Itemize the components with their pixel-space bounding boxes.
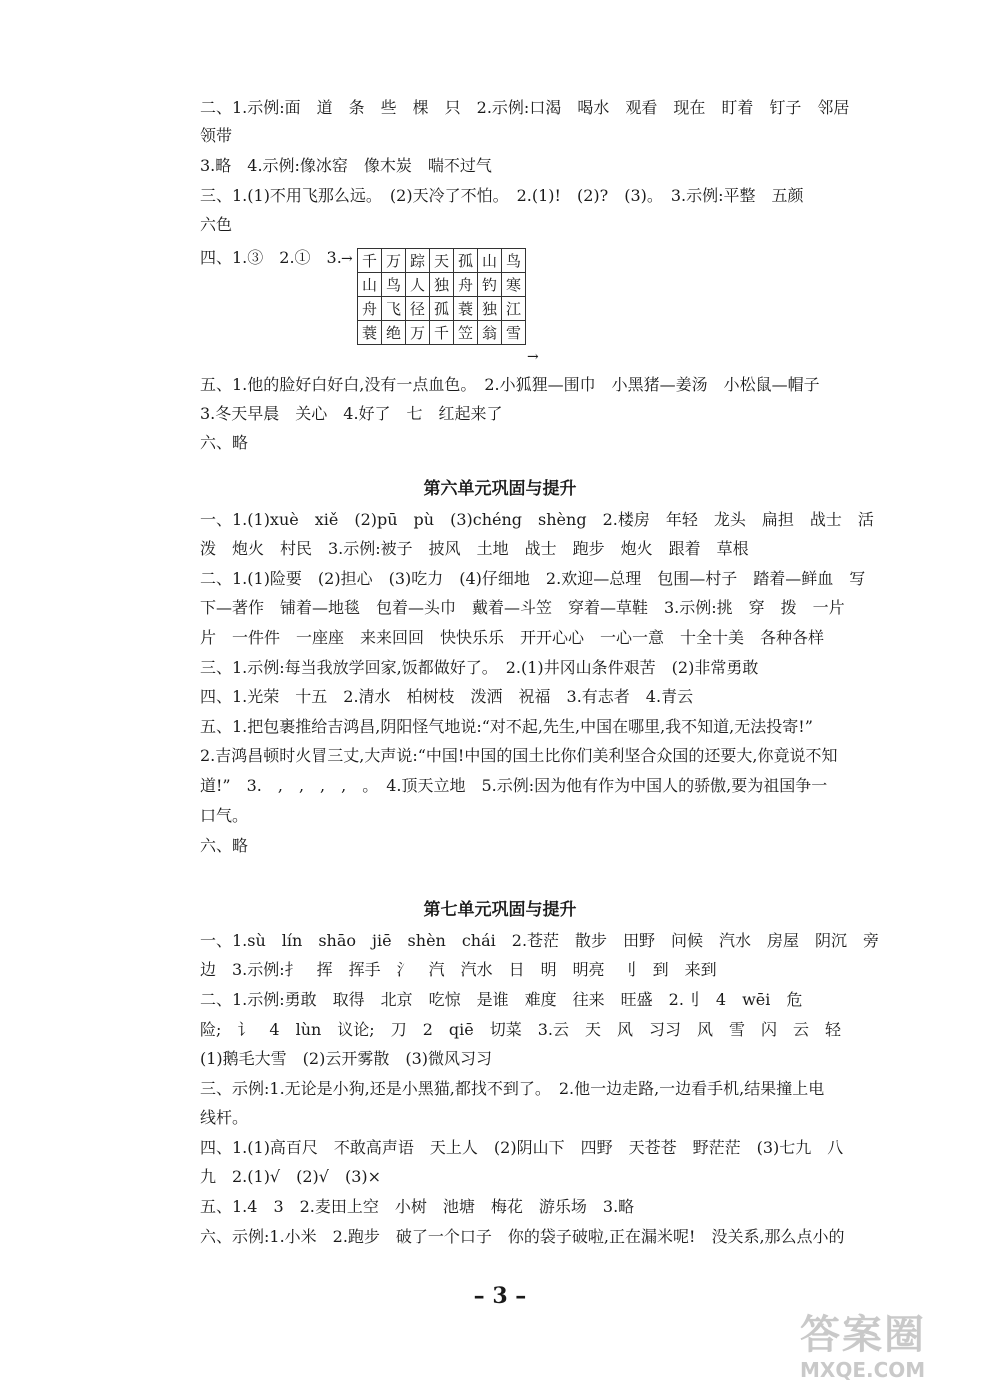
answer-line: 泼 炮火 村民 3.示例:被子 披风 土地 战士 跑步 炮火 跟着 草根 xyxy=(200,539,749,558)
grid-cell: 独 xyxy=(430,273,454,297)
grid-cell: 鸟 xyxy=(502,249,526,273)
character-grid xyxy=(357,248,526,345)
page-number: – 3 – xyxy=(473,1283,527,1309)
answer-line: 四、1.光荣 十五 2.清水 柏树枝 泼洒 祝福 3.有志者 4.青云 xyxy=(200,687,694,706)
grid-cell: 万 xyxy=(406,321,430,345)
grid-cell: 万 xyxy=(382,249,406,273)
answer-line: 3.略 4.示例:像冰窑 像木炭 喘不过气 xyxy=(200,156,492,175)
answer-line: 2.吉鸿昌顿时火冒三丈,大声说:“中国!中国的国土比你们美利坚合众国的还要大,你竟说不知 xyxy=(200,746,838,765)
answer-line: 片 一件件 一座座 来来回回 快快乐乐 开开心心 一心一意 十全十美 各种各样 xyxy=(200,628,825,647)
end-arrow-icon: → xyxy=(527,349,539,365)
answer-line: 领带 xyxy=(200,126,233,145)
grid-cell: 飞 xyxy=(382,297,406,321)
grid-row xyxy=(358,321,526,345)
grid-cell: 孤 xyxy=(430,297,454,321)
grid-cell: 笠 xyxy=(454,321,478,345)
grid-cell: 绝 xyxy=(382,321,406,345)
grid-row xyxy=(358,273,526,297)
answer-line: 道!” 3. , , , , 。 4.顶天立地 5.示例:因为他有作为中国人的骄傲,要为祖国争一 xyxy=(200,776,828,795)
answer-line: 3.冬天早晨 关心 4.好了 七 红起来了 xyxy=(200,404,503,423)
grid-row xyxy=(358,297,526,321)
grid-cell: 踪 xyxy=(406,249,430,273)
answer-line: 三、1.示例:每当我放学回家,饭都做好了。 2.(1)井冈山条件艰苦 (2)非常勇敢 xyxy=(200,658,759,677)
answer-line: 六、示例:1.小米 2.跑步 破了一个口子 你的袋子破啦,正在漏米呢! 没关系,那么点小的 xyxy=(200,1227,845,1246)
grid-cell: 山 xyxy=(358,273,382,297)
section-title-unit6: 第六单元巩固与提升 xyxy=(423,479,577,499)
answer-line: 二、1.(1)险要 (2)担心 (3)吃力 (4)仔细地 2.欢迎—总理 包围—村子 踏着—鲜血 写 xyxy=(200,569,866,588)
answer-line: 六色 xyxy=(200,215,233,234)
answer-line: 一、1.sù lín shāo jiē shèn chái 2.苍茫 散步 田野 问候 汽水 房屋 阴沉 旁 xyxy=(200,931,880,950)
answer-line: 一、1.(1)xuè xiě (2)pū pù (3)chéng shèng 2.楼房 年轻 龙头 扁担 战士 活 xyxy=(200,510,874,529)
answer-line: 二、1.示例:面 道 条 些 棵 只 2.示例:口渴 喝水 观看 现在 盯着 钉子 邻居 xyxy=(200,98,850,117)
grid-cell: 山 xyxy=(478,249,502,273)
answer-line: 五、1.4 3 2.麦田上空 小树 池塘 梅花 游乐场 3.略 xyxy=(200,1197,635,1216)
answer-line: 五、1.把包裹推给吉鸿昌,阴阳怪气地说:“对不起,先生,中国在哪里,我不知道,无法投寄!” xyxy=(200,717,813,736)
answer-line: 四、1.③ 2.① 3. xyxy=(200,248,342,267)
start-arrow-icon: → xyxy=(341,251,353,267)
answer-line: 口气。 xyxy=(200,806,249,825)
grid-cell: 径 xyxy=(406,297,430,321)
answer-line: 六、略 xyxy=(200,836,249,855)
character-grid-puzzle xyxy=(341,248,541,374)
grid-cell: 钓 xyxy=(478,273,502,297)
grid-cell: 人 xyxy=(406,273,430,297)
grid-cell: 寒 xyxy=(502,273,526,297)
answer-line: 三、示例:1.无论是小狗,还是小黑猫,都找不到了。 2.他一边走路,一边看手机,结果撞上电 xyxy=(200,1079,825,1098)
grid-cell: 天 xyxy=(430,249,454,273)
answer-line: 六、略 xyxy=(200,433,249,452)
grid-cell: 千 xyxy=(358,249,382,273)
answer-line: (1)鹅毛大雪 (2)云开雾散 (3)微风习习 xyxy=(200,1049,492,1068)
answer-line: 线杆。 xyxy=(200,1108,249,1127)
grid-cell: 翁 xyxy=(478,321,502,345)
watermark-url: MXQE.COM xyxy=(800,1358,926,1382)
watermark-text: 答案圈 xyxy=(800,1312,926,1358)
answer-line: 边 3.示例:扌 挥 挥手 氵 汽 汽水 日 明 明亮 刂 到 来到 xyxy=(200,960,717,979)
grid-cell: 千 xyxy=(430,321,454,345)
grid-cell: 舟 xyxy=(358,297,382,321)
grid-cell: 鸟 xyxy=(382,273,406,297)
grid-cell: 雪 xyxy=(502,321,526,345)
answer-line: 二、1.示例:勇敢 取得 北京 吃惊 是谁 难度 往来 旺盛 2.刂 4 wēi 危 xyxy=(200,990,803,1009)
grid-row xyxy=(358,249,526,273)
grid-cell: 蓑 xyxy=(358,321,382,345)
answer-line: 九 2.(1)√ (2)√ (3)× xyxy=(200,1167,382,1186)
answer-line: 三、1.(1)不用飞那么远。 (2)天冷了不怕。 2.(1)! (2)? (3)。 3.示例:平整 五颜 xyxy=(200,186,804,205)
answer-line: 险; 讠 4 lùn 议论; 刀 2 qiē 切菜 3.云 天 风 习习 风 雪 闪 云 轻 xyxy=(200,1020,841,1039)
section-title-unit7: 第七单元巩固与提升 xyxy=(423,900,577,920)
grid-cell: 孤 xyxy=(454,249,478,273)
grid-cell: 舟 xyxy=(454,273,478,297)
watermark-logo xyxy=(800,1312,990,1392)
grid-cell: 江 xyxy=(502,297,526,321)
answer-line: 五、1.他的脸好白好白,没有一点血色。 2.小狐狸—围巾 小黑猪—姜汤 小松鼠—帽子 xyxy=(200,375,820,394)
grid-cell: 独 xyxy=(478,297,502,321)
answer-line: 下—著作 铺着—地毯 包着—头巾 戴着—斗笠 穿着—草鞋 3.示例:挑 穿 拨 一片 xyxy=(200,598,845,617)
answer-line: 四、1.(1)高百尺 不敢高声语 天上人 (2)阴山下 四野 天苍苍 野茫茫 (3)七九 八 xyxy=(200,1138,844,1157)
grid-cell: 蓑 xyxy=(454,297,478,321)
